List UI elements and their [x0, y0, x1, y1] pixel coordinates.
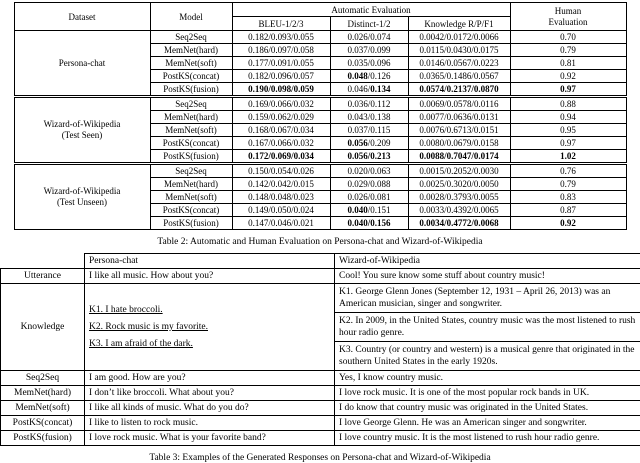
paper-page [0, 2, 640, 437]
model-name-cell: PostKS(concat) [150, 204, 232, 217]
knowledge-metric-cell: 0.0025/0.3020/0.0050 [408, 178, 510, 191]
bleu-cell: 0.182/0.093/0.055 [232, 31, 330, 44]
bleu-cell: 0.169/0.066/0.032 [232, 97, 330, 111]
utterance-persona: I like all music. How about you? [85, 269, 335, 284]
distinct-cell: 0.029/0.088 [330, 178, 408, 191]
knowledge-metric-cell: 0.0574/0.2137/0.0870 [408, 83, 510, 97]
response-wizard: I love rock music. It is one of the most popular rock bands in UK. [335, 386, 640, 401]
knowledge-metric-cell: 0.0365/0.1486/0.0567 [408, 70, 510, 83]
knowledge-item: K3. Country (or country and western) is a musical genre that originated in the southern United States in the early 1920s. [335, 342, 640, 370]
utterance-row [1, 269, 640, 284]
dataset-name: Wizard-of-Wikipedia [17, 186, 148, 197]
col-header-knowledge: Knowledge R/P/F1 [408, 17, 510, 31]
model-name-cell: PostKS(fusion) [150, 83, 232, 97]
response-persona: I like to listen to rock music. [85, 416, 335, 431]
human-eval-cell: 0.76 [510, 164, 626, 178]
response-row [1, 431, 640, 446]
examples-table [0, 253, 640, 446]
distinct-cell: 0.036/0.112 [330, 97, 408, 111]
col-header-persona-chat: Persona-chat [85, 254, 335, 269]
row-label-model: Seq2Seq [1, 371, 85, 386]
response-persona: I like all kinds of music. What do you do? [85, 401, 335, 416]
table2-header-row-1 [14, 3, 626, 17]
human-eval-cell: 0.92 [510, 217, 626, 230]
bleu-cell: 0.150/0.054/0.026 [232, 164, 330, 178]
model-name-cell: PostKS(concat) [150, 137, 232, 150]
response-persona: I love rock music. What is your favorite band? [85, 431, 335, 446]
col-header-model: Model [150, 3, 232, 31]
distinct-cell: 0.026/0.074 [330, 31, 408, 44]
evaluation-table [14, 2, 627, 230]
model-name-cell: PostKS(fusion) [150, 217, 232, 230]
table2-row [14, 164, 626, 178]
human-evaluation-label: Human Evaluation [539, 6, 597, 28]
human-eval-cell: 0.97 [510, 83, 626, 97]
distinct-cell: 0.056/0.213 [330, 150, 408, 164]
distinct-cell: 0.035/0.096 [330, 57, 408, 70]
bleu-cell: 0.186/0.097/0.058 [232, 44, 330, 57]
response-row [1, 416, 640, 431]
response-row [1, 386, 640, 401]
model-name-cell: Seq2Seq [150, 164, 232, 178]
dataset-name: Persona-chat [17, 58, 148, 69]
row-label-model: PostKS(concat) [1, 416, 85, 431]
knowledge-metric-cell: 0.0076/0.6713/0.0151 [408, 124, 510, 137]
human-eval-cell: 0.70 [510, 31, 626, 44]
human-eval-cell: 0.79 [510, 44, 626, 57]
bleu-cell: 0.172/0.069/0.034 [232, 150, 330, 164]
knowledge-metric-cell: 0.0042/0.0172/0.0066 [408, 31, 510, 44]
response-wizard: I love George Glenn. He was an American singer and songwriter. [335, 416, 640, 431]
response-wizard: Yes, I know country music. [335, 371, 640, 386]
row-label-model: MemNet(soft) [1, 401, 85, 416]
human-eval-cell: 0.87 [510, 204, 626, 217]
response-wizard: I love country music. It is the most listened to rush hour radio genre. [335, 431, 640, 446]
knowledge-metric-cell: 0.0069/0.0578/0.0116 [408, 97, 510, 111]
knowledge-metric-cell: 0.0033/0.4392/0.0065 [408, 204, 510, 217]
bleu-cell: 0.167/0.066/0.032 [232, 137, 330, 150]
knowledge-metric-cell: 0.0146/0.0567/0.0223 [408, 57, 510, 70]
distinct-cell: 0.056/0.209 [330, 137, 408, 150]
knowledge-item: K1. I hate broccoli. [89, 304, 330, 316]
col-header-distinct: Distinct-1/2 [330, 17, 408, 31]
bleu-cell: 0.159/0.062/0.029 [232, 111, 330, 124]
corner-cell [1, 254, 85, 269]
distinct-cell: 0.037/0.115 [330, 124, 408, 137]
row-label-model: MemNet(hard) [1, 386, 85, 401]
distinct-cell: 0.048/0.126 [330, 70, 408, 83]
distinct-cell: 0.020/0.063 [330, 164, 408, 178]
table3-header-row [1, 254, 640, 269]
response-row [1, 401, 640, 416]
dataset-cell [14, 31, 150, 97]
human-eval-cell: 0.83 [510, 191, 626, 204]
bleu-cell: 0.149/0.050/0.024 [232, 204, 330, 217]
table3-caption: Table 3: Examples of the Generated Responses on Persona-chat and Wizard-of-Wikipedia [0, 453, 640, 463]
knowledge-row [1, 284, 640, 371]
bleu-cell: 0.177/0.091/0.055 [232, 57, 330, 70]
utterance-wizard: Cool! You sure know some stuff about country music! [335, 269, 640, 284]
knowledge-item: K2. In 2009, in the United States, country music was the most listened to rush hour radio genre. [335, 313, 640, 342]
knowledge-item: K2. Rock music is my favorite. [89, 321, 330, 333]
table2-caption: Table 2: Automatic and Human Evaluation on Persona-chat and Wizard-of-Wikipedia [0, 237, 640, 247]
human-eval-cell: 0.88 [510, 97, 626, 111]
bleu-cell: 0.147/0.046/0.021 [232, 217, 330, 230]
human-eval-cell: 0.81 [510, 57, 626, 70]
model-name-cell: MemNet(hard) [150, 44, 232, 57]
response-persona: I am good. How are you? [85, 371, 335, 386]
bleu-cell: 0.142/0.042/0.015 [232, 178, 330, 191]
col-header-bleu: BLEU-1/2/3 [232, 17, 330, 31]
row-label-model: PostKS(fusion) [1, 431, 85, 446]
row-label-knowledge: Knowledge [1, 284, 85, 371]
col-header-automatic-evaluation: Automatic Evaluation [232, 3, 510, 17]
model-name-cell: MemNet(hard) [150, 111, 232, 124]
knowledge-metric-cell: 0.0115/0.0430/0.0175 [408, 44, 510, 57]
knowledge-metric-cell: 0.0077/0.0636/0.0131 [408, 111, 510, 124]
model-name-cell: Seq2Seq [150, 31, 232, 44]
dataset-name: Wizard-of-Wikipedia [17, 119, 148, 130]
col-header-wizard-of-wikipedia: Wizard-of-Wikipedia [335, 254, 640, 269]
table2-row [14, 97, 626, 111]
human-eval-cell: 0.97 [510, 137, 626, 150]
knowledge-item: K1. George Glenn Jones (September 12, 1931 – April 26, 2013) was an American musician, singer and songwriter. [335, 284, 640, 313]
model-name-cell: Seq2Seq [150, 97, 232, 111]
knowledge-item: K3. I am afraid of the dark. [89, 338, 330, 350]
human-eval-cell: 0.95 [510, 124, 626, 137]
distinct-cell: 0.040/0.156 [330, 217, 408, 230]
model-name-cell: PostKS(fusion) [150, 150, 232, 164]
col-header-human-evaluation [510, 3, 626, 31]
distinct-cell: 0.046/0.134 [330, 83, 408, 97]
distinct-cell: 0.043/0.138 [330, 111, 408, 124]
human-eval-cell: 0.94 [510, 111, 626, 124]
knowledge-persona-cell [85, 284, 335, 371]
human-eval-cell: 0.79 [510, 178, 626, 191]
distinct-cell: 0.037/0.099 [330, 44, 408, 57]
knowledge-metric-cell: 0.0034/0.4772/0.0068 [408, 217, 510, 230]
knowledge-metric-cell: 0.0088/0.7047/0.0174 [408, 150, 510, 164]
row-label-utterance: Utterance [1, 269, 85, 284]
dataset-subset: (Test Unseen) [17, 197, 148, 208]
bleu-cell: 0.168/0.067/0.034 [232, 124, 330, 137]
model-name-cell: MemNet(soft) [150, 57, 232, 70]
bleu-cell: 0.148/0.048/0.023 [232, 191, 330, 204]
distinct-cell: 0.026/0.081 [330, 191, 408, 204]
knowledge-wizard-cell [335, 284, 640, 371]
dataset-cell [14, 97, 150, 164]
bleu-cell: 0.190/0.098/0.059 [232, 83, 330, 97]
distinct-cell: 0.040/0.151 [330, 204, 408, 217]
knowledge-metric-cell: 0.0015/0.2052/0.0030 [408, 164, 510, 178]
model-name-cell: MemNet(hard) [150, 178, 232, 191]
dataset-cell [14, 164, 150, 230]
response-wizard: I do know that country music was originated in the United States. [335, 401, 640, 416]
bleu-cell: 0.182/0.096/0.057 [232, 70, 330, 83]
model-name-cell: MemNet(soft) [150, 191, 232, 204]
model-name-cell: MemNet(soft) [150, 124, 232, 137]
response-persona: I don’t like broccoli. What about you? [85, 386, 335, 401]
response-row [1, 371, 640, 386]
col-header-dataset: Dataset [14, 3, 150, 31]
human-eval-cell: 1.02 [510, 150, 626, 164]
dataset-subset: (Test Seen) [17, 130, 148, 141]
knowledge-metric-cell: 0.0028/0.3793/0.0055 [408, 191, 510, 204]
table2-row [14, 31, 626, 44]
knowledge-metric-cell: 0.0080/0.0679/0.0158 [408, 137, 510, 150]
human-eval-cell: 0.92 [510, 70, 626, 83]
model-name-cell: PostKS(concat) [150, 70, 232, 83]
